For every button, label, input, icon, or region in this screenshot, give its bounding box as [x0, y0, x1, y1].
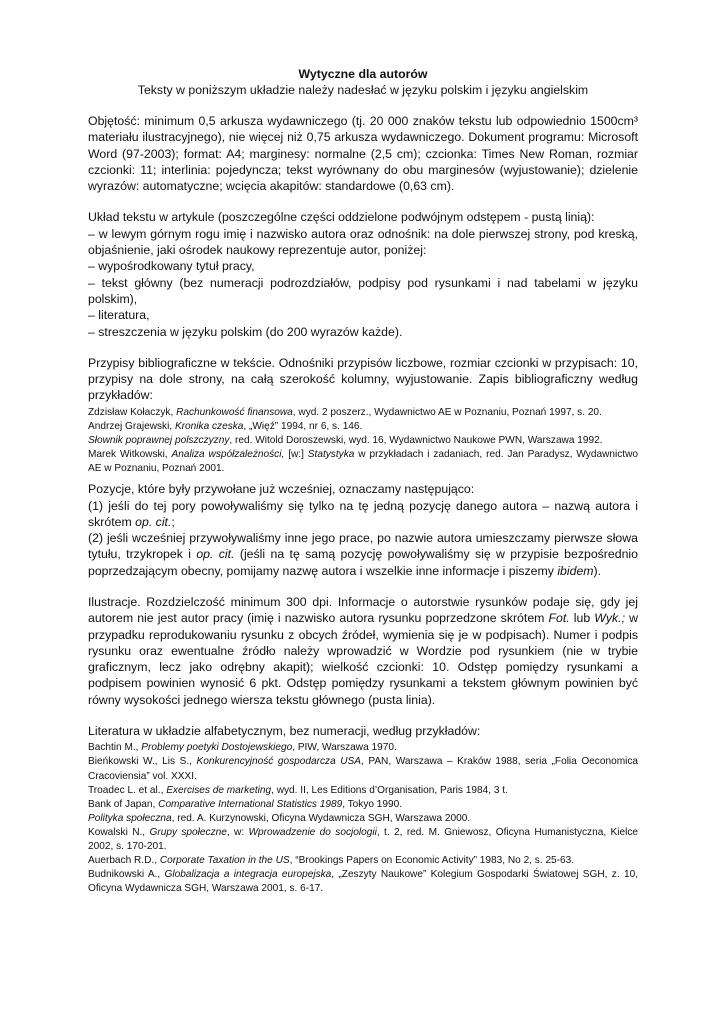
- layout-item: – tekst główny (bez numeracji podrozdziałów, podpisy pod rysunkami i nad tabelami w języku polskim),: [88, 275, 638, 306]
- cited-rule: (2) jeśli wcześniej przywoływaliśmy inne jego prace, po nazwie autora umieszczamy pierwsze słowa tytułu, trzykropek i op. cit. (jeśli na tę samą pozycję powoływaliśmy się w przypisie bezpośrednio poprzedzającym obecny, pomijamy nazwę autora i wszelkie inne informacje i piszemy ibidem).: [88, 531, 638, 578]
- layout-section: [88, 209, 638, 339]
- cited-section: [88, 481, 638, 579]
- document-title: Wytyczne dla autorów: [298, 67, 428, 81]
- literature-entry: Bank of Japan, Comparative International Statistics 1989, Tokyo 1990.: [88, 798, 403, 810]
- document-page: [88, 66, 638, 896]
- footnote-example: Marek Witkowski, Analiza współzależności, [w:] Statystyka w przykładach i zadaniach, red. Jan Paradysz, Wydawnictwo AE w Poznaniu, Poznań 2001.: [88, 449, 638, 475]
- cited-intro: Pozycje, które były przywołane już wcześniej, oznaczamy następująco:: [88, 482, 475, 497]
- layout-item: – streszczenia w języku polskim (do 200 wyrazów każde).: [88, 324, 403, 339]
- footnote-example: Andrzej Grajewski, Kronika czeska, „Więź” 1994, nr 6, s. 146.: [88, 420, 363, 432]
- literature-entry: Budnikowski A., Globalizacja a integracja europejska, „Zeszyty Naukowe” Kolegium Gospodarki Światowej SGH, z. 10, Oficyna Wydawnicza SGH, Warszawa 2001, s. 6-17.: [88, 869, 638, 895]
- footnotes-intro: Przypisy bibliograficzne w tekście. Odnośniki przypisów liczbowe, rozmiar czcionki w przypisach: 10, przypisy na dole strony, na całą szerokość kolumny, wyjustowanie. Zapis bibliograficzny według przykładów:: [88, 355, 638, 403]
- footnote-example: Słownik poprawnej polszczyzny, red. Witold Doroszewski, wyd. 16, Wydawnictwo Naukowe PWN, Warszawa 1992.: [88, 434, 603, 446]
- illustrations-paragraph: Ilustracje. Rozdzielczość minimum 300 dpi. Informacje o autorstwie rysunków podaje się, gdy jej autorem nie jest autor pracy (imię i nazwisko autora rysunku poprzedzone skrótem Fot. lub Wyk.; w przypadku reprodukowaniu rysunku z obcych źródeł, wymienia się je w podpisach). Numer i podpis rysunku oraz ewentualne źródło należy wprowadzić w Wordzie pod rysunkiem (nie w trybie graficznym, lecz jako odrębny akapit); wielkość czcionki: 10. Odstęp pomiędzy rysunkami a podpisem powinien wynosić 6 pkt. Odstęp pomiędzy rysunkami a tekstem głównym powinien być równy wysokości jednego wiersza tekstu głównego (pusta linia).: [88, 595, 638, 707]
- literature-entry: Bachtin M., Problemy poetyki Dostojewskiego, PIW, Warszawa 1970.: [88, 742, 397, 754]
- cited-rule: (1) jeśli do tej pory powoływaliśmy się tylko na tę jedną pozycję danego autora – nazwą autora i skrótem op. cit.;: [88, 498, 638, 529]
- footnotes-section: [88, 355, 638, 476]
- literature-entry: Bieńkowski W., Lis S., Konkurencyjność gospodarcza USA, PAN, Warszawa – Kraków 1988, seria „Folia Oeconomica Cracoviensia” vol. XXXI.: [88, 756, 638, 782]
- volume-paragraph: Objętość: minimum 0,5 arkusza wydawniczego (tj. 20 000 znaków tekstu lub odpowiednio 1500cm³ materiału ilustracyjnego), nie więcej niż 0,75 arkusza wydawniczego. Dokument programu: Microsoft Word (97-2003); format: A4; marginesy: normalne (2,5 cm); czcionka: Times New Roman, rozmiar czcionki: 11; interlinia: pojedyncza; tekst wyrównany do obu marginesów (wyjustowanie); dzielenie wyrazów: automatyczne; wcięcia akapitów: standardowe (0,63 cm).: [88, 114, 638, 194]
- literature-entry: Auerbach R.D., Corporate Taxation in the US, “Brookings Papers on Economic Activity” 1983, No 2, s. 25-63.: [88, 855, 575, 867]
- literature-entry: Polityka społeczna, red. A. Kurzynowski, Oficyna Wydawnicza SGH, Warszawa 2000.: [88, 812, 471, 824]
- literature-entry: Troadec L. et al., Exercises de marketing, wyd. II, Les Editions d’Organisation, Paris 1984, 3 t.: [88, 784, 508, 796]
- layout-item: – wypośrodkowany tytuł pracy,: [88, 259, 255, 274]
- literature-entry: Kowalski N., Grupy społeczne, w: Wprowadzenie do socjologii, t. 2, red. M. Gniewosz, Oficyna Humanistyczna, Kielce 2002, s. 170-201.: [88, 826, 639, 853]
- layout-item: – literatura,: [88, 308, 150, 323]
- footnote-example: Zdzisław Kołaczyk, Rachunkowość finansowa, wyd. 2 poszerz., Wydawnictwo AE w Poznaniu, Poznań 1997, s. 20.: [88, 406, 602, 418]
- layout-item: – w lewym górnym rogu imię i nazwisko autora oraz odnośnik: na dole pierwszej strony, pod kreską, objaśnienie, jaki ośrodek naukowy reprezentuje autor, poniżej:: [88, 226, 638, 258]
- layout-intro: Układ tekstu w artykule (poszczególne części oddzielone podwójnym odstępem - pustą linią):: [88, 210, 595, 225]
- literature-section: [88, 723, 638, 896]
- document-subtitle: Teksty w poniższym układzie należy nadesłać w języku polskim i języku angielskim: [137, 83, 589, 97]
- literature-intro: Literatura w układzie alfabetycznym, bez numeracji, według przykładów:: [88, 724, 481, 739]
